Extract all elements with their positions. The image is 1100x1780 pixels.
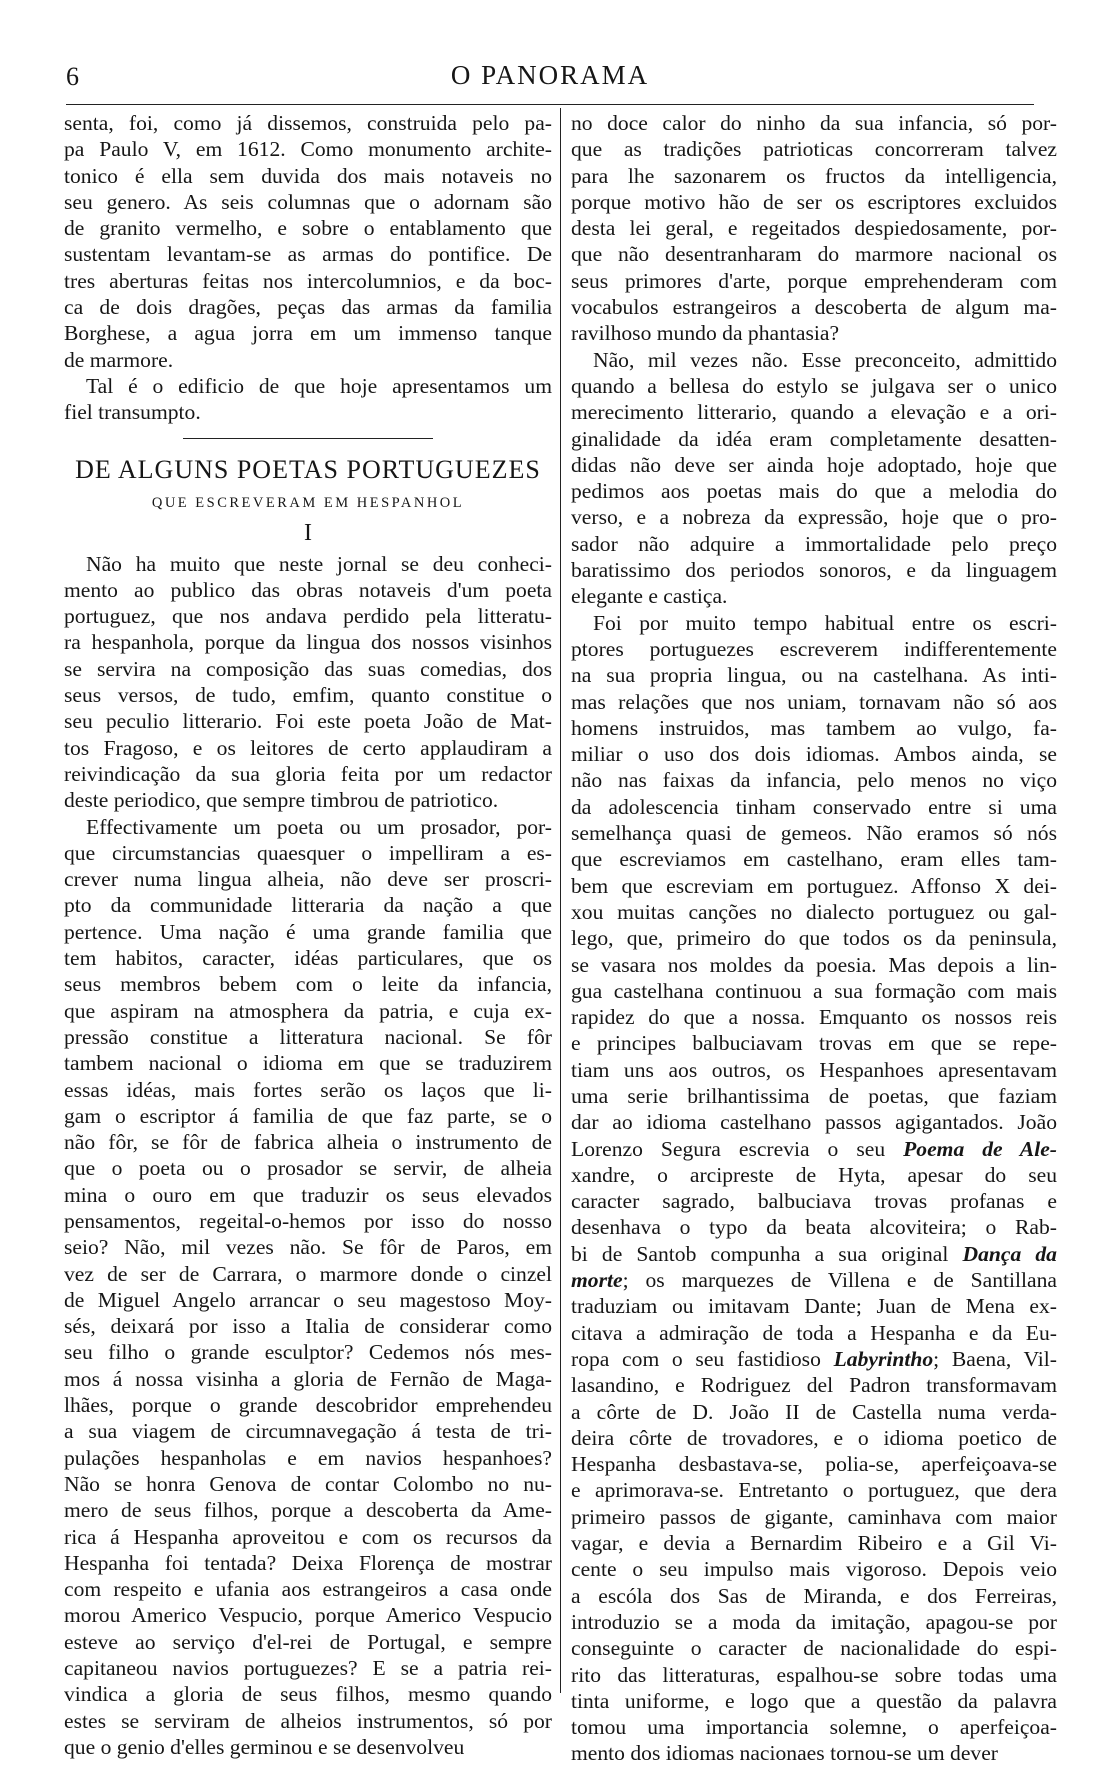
text-line: Hespanha foi tentada? Deixa Florença de mostrar — [64, 1550, 552, 1575]
text-line: na sua propria lingua, ou na castelhana. As inti- — [571, 663, 1057, 688]
text-line: crever numa lingua alheia, não deve ser proscri- — [64, 867, 552, 892]
text-line: vez de ser de Carrara, o marmore donde o cinzel — [64, 1261, 552, 1286]
text-line: a côrte de D. João II de Castella numa verda- — [571, 1399, 1057, 1424]
text-line: senta, foi, como já dissemos, construida pelo pa- — [64, 111, 552, 135]
text-line: Borghese, a agua jorra em um immenso tanque — [64, 321, 552, 346]
text-line: mento ao publico das obras notaveis d'um poeta — [64, 577, 552, 602]
text-line: tinta uniforme, e logo que a questão da palavra — [571, 1688, 1057, 1713]
text-line: portuguez, que nos andava perdido pela litteratu- — [64, 604, 552, 629]
left-column — [64, 110, 552, 1760]
text-line: baratissimo dos periodos sonoros, e da linguagem — [571, 558, 1057, 583]
text-line: desenhava o typo da beata alcoviteira; o Rab- — [571, 1215, 1057, 1240]
text-line: Hespanha desbastava-se, polia-se, aperfeiçoava-se — [571, 1452, 1057, 1477]
text-line: vocabulos estrangeiros a descoberta de algum ma- — [571, 295, 1057, 320]
text-line: fiel transumpto. — [64, 400, 201, 425]
text-line: lasandino, e Rodriguez del Padron transformavam — [571, 1373, 1057, 1398]
text-line: sador não adquire a immortalidade pelo preço — [571, 531, 1057, 556]
text-line: conseguinte o caracter de nacionalidade do espi- — [571, 1636, 1057, 1661]
text-line: mas relações que nos uniam, tornavam não só aos — [571, 689, 1057, 714]
intro-paragraph — [64, 110, 552, 373]
text-line: cente o seu impulso mais vigoroso. Depois veio — [571, 1557, 1057, 1582]
text-line: primeiro passos de gigante, caminhava com maior — [571, 1504, 1057, 1529]
text-line: rica á Hespanha aproveitou e com os recursos da — [64, 1524, 552, 1549]
text-line: e aprimorava-se. Entretanto o portuguez, que dera — [571, 1478, 1057, 1503]
text-line: citava a admiração de toda a Hespanha e da Eu- — [571, 1320, 1057, 1345]
text-line: seus membros bebem com o leite da infancia, — [64, 972, 552, 997]
text-line: tonico é ella sem duvida dos mais notaveis no — [64, 163, 552, 188]
header-rule — [66, 104, 1034, 105]
text-line: seu filho o grande esculptor? Cedemos nós mes- — [64, 1340, 552, 1365]
text-line: merecimento litterario, quando a elevação e a ori- — [571, 400, 1057, 425]
article-paragraph-1 — [64, 551, 552, 814]
right-paragraph-1 — [571, 110, 1057, 347]
text-line: morte; os marquezes de Villena e de Santillana — [571, 1268, 1057, 1293]
text-line: capitaneou navios portuguezes? E se a patria rei- — [64, 1656, 552, 1681]
text-line: tambem nacional o idioma em que se traduzirem — [64, 1051, 552, 1076]
text-line: morou Americo Vespucio, porque Americo Vespucio — [64, 1603, 552, 1628]
text-line: bi de Santob compunha a sua original Dança da — [571, 1241, 1057, 1266]
text-line: pensamentos, regeital-o-hemos por isso do nosso — [64, 1208, 552, 1233]
text-line: se vasara nos moldes da poesia. Mas depois a lin- — [571, 952, 1057, 977]
text-line: que o genio d'elles germinou e se desenvolveu — [64, 1734, 465, 1759]
text-line: com respeito e ufania aos estrangeiros a casa onde — [64, 1577, 552, 1602]
text-line: de Miguel Angelo arrancar o seu magestoso Moy- — [64, 1287, 552, 1312]
text-line: semelhança quasi de gemeos. Não eramos só nós — [571, 821, 1057, 846]
text-line: que circumstancias quaesquer o impelliram a es- — [64, 840, 552, 865]
text-line: pto da communidade litteraria da nação a que — [64, 893, 552, 918]
text-line: e principes balbuciavam trovas em que se repe- — [571, 1031, 1057, 1056]
text-line: Não, mil vezes não. Esse preconceito, admittido — [593, 347, 1057, 372]
text-line: mento dos idiomas nacionaes tornou-se um dever — [571, 1741, 998, 1766]
text-line: pressão constitue a litteratura nacional. Se fôr — [64, 1024, 552, 1049]
text-fragment: ; Baena, Vil- — [933, 1346, 1058, 1371]
text-line: seus primores d'arte, porque emprehenderam com — [571, 268, 1057, 293]
text-line: que as tradições patrioticas concorreram talvez — [571, 137, 1057, 162]
text-line: não nas faixas da infancia, pelo menos no viço — [571, 768, 1057, 793]
text-line: sés, deixará por isso a Italia de considerar como — [64, 1314, 552, 1339]
text-line: se servira na composição das suas comedias, dos — [64, 656, 552, 681]
text-line: traduziam ou imitavam Dante; Juan de Mena ex- — [571, 1294, 1057, 1319]
text-line: seus versos, de tudo, emfim, quanto constitue o — [64, 683, 552, 708]
text-line: verso, e a nobreza da expressão, hoje que o pro- — [571, 505, 1057, 530]
text-line: a sua viagem de circumnavegação á testa de tri- — [64, 1419, 552, 1444]
text-line: seu peculio litterario. Foi este poeta João de Mat- — [64, 709, 552, 734]
text-line: miliar o uso dos dois idiomas. Ambos ainda, se — [571, 742, 1057, 767]
text-line: porque motivo hão de ser os escriptores excluidos — [571, 189, 1057, 214]
text-line: gam o escriptor á familia de que faz parte, se o — [64, 1103, 552, 1128]
text-line: lego, que, primeiro do que todos os da peninsula, — [571, 926, 1057, 951]
text-line: elegante e castiça. — [571, 584, 728, 609]
text-line: seio? Não, mil vezes não. Se fôr de Paros, em — [64, 1235, 552, 1260]
article-paragraph-2 — [64, 814, 552, 1761]
text-line: Foi por muito tempo habitual entre os escri- — [593, 610, 1057, 635]
italic-title: Poema de Ale- — [903, 1136, 1057, 1161]
text-line: Não se honra Genova de contar Colombo no nu- — [64, 1471, 552, 1496]
text-line: didas não deve ser ainda hoje adoptado, hoje que — [571, 452, 1057, 477]
text-line: mos á nossa visinha a gloria de Fernão de Maga- — [64, 1366, 552, 1391]
text-line: que escreviamos em castelhano, eram elles tam- — [571, 847, 1057, 872]
text-line: vindica a gloria de seus filhos, mesmo quando — [64, 1682, 552, 1707]
text-line: Tal é o edificio de que hoje apresentamos um — [86, 373, 552, 398]
italic-title: Dança da — [962, 1241, 1057, 1266]
text-line: tem habitos, caracter, idéas particulares, que os — [64, 946, 552, 971]
text-line: ptores portuguezes escreverem indifferentemente — [571, 636, 1057, 661]
text-line: pa Paulo V, em 1612. Como monumento archite- — [64, 137, 552, 162]
text-line: ra hespanhola, porque da lingua dos nossos visinhos — [64, 630, 552, 655]
text-line: desta lei geral, e regeitados despiedosamente, por- — [571, 216, 1057, 241]
text-line: estes se serviram de alheios instrumentos, só por — [64, 1708, 552, 1733]
text-line: seu genero. As seis columnas que o adornam são — [64, 189, 552, 214]
text-line: reivindicação da sua gloria feita por um redactor — [64, 761, 552, 786]
column-divider — [560, 108, 561, 1693]
text-line: xandre, o arcipreste de Hyta, apesar do seu — [571, 1162, 1057, 1187]
text-line: não fôr, se fôr de fabrica alheia o instrumento de — [64, 1130, 552, 1155]
text-line: lhães, porque o grande descobridor emprehendeu — [64, 1393, 552, 1418]
text-line: a escóla dos Sas de Miranda, e dos Ferreiras, — [571, 1583, 1057, 1608]
journal-title: O PANORAMA — [450, 60, 650, 90]
text-line: pedimos aos poetas mais do que a melodia do — [571, 479, 1057, 504]
part-number: I — [304, 519, 312, 546]
text-line: ropa com o seu fastidioso Labyrintho; Baena, Vil- — [571, 1346, 1058, 1371]
text-line: essas idéas, mais fortes serão os laços que li- — [64, 1077, 552, 1102]
right-paragraph-3 — [571, 610, 1057, 1767]
text-line: esteve ao serviço d'el-rei de Portugal, e sempre — [64, 1629, 552, 1654]
text-line: tiam uns aos outros, os Hespanhoes apresentavam — [571, 1057, 1057, 1082]
italic-title: morte — [571, 1268, 623, 1293]
text-line: gua castelhana continuou a sua formação com mais — [571, 978, 1057, 1003]
text-line: Effectivamente um poeta ou um prosador, por- — [86, 814, 552, 839]
text-line: Não ha muito que neste jornal se deu conheci- — [86, 551, 552, 576]
intro-closing-paragraph — [64, 373, 552, 426]
text-line: tomou uma importancia solemne, o aperfeiçoa- — [571, 1715, 1057, 1740]
text-line: mero de seus filhos, porque a descoberta da Ame- — [64, 1498, 552, 1523]
text-line: ca de dois dragões, peças das armas da familia — [64, 295, 552, 320]
text-line: Lorenzo Segura escrevia o seu Poema de Ale- — [571, 1136, 1057, 1161]
text-line: uma serie brilhantissima de poetas, que faziam — [571, 1083, 1057, 1108]
text-line: ginalidade da idéa eram completamente desatten- — [571, 426, 1057, 451]
text-line: dar ao idioma castelhano passos agigantados. João — [571, 1110, 1057, 1135]
article-subheading: QUE ESCREVERAM EM HESPANHOL — [151, 494, 465, 511]
text-line: quando a bellesa do estylo se julgava ser o unico — [571, 373, 1057, 398]
text-line: rapidez do que a nossa. Emquanto os nossos reis — [571, 1005, 1057, 1030]
text-line: homens instruidos, mas tambem ao vulgo, fa- — [571, 715, 1057, 740]
text-line: bem que escreviam em portuguez. Affonso X dei- — [571, 873, 1057, 898]
text-line: que o poeta ou o prosador se servir, de alheia — [64, 1156, 552, 1181]
text-line: deste periodico, que sempre timbrou de patriotico. — [64, 788, 499, 813]
text-line: introduzio se a moda da imitação, apagou-se por — [571, 1609, 1057, 1634]
article-heading: DE ALGUNS POETAS PORTUGUEZES — [75, 454, 541, 484]
text-line: deira côrte de trovadores, e o idioma poetico de — [571, 1425, 1057, 1450]
text-line: para lhe sazonarem os fructos da intelligencia, — [571, 163, 1057, 188]
text-line: tos Fragoso, e os leitores de certo applaudiram a — [64, 735, 552, 760]
text-line: tres aberturas feitas nos intercolumnios, e da boc- — [64, 268, 552, 293]
text-line: no doce calor do ninho da sua infancia, só por- — [571, 111, 1057, 135]
text-line: sustentam levantam-se as armas do pontifice. De — [64, 242, 552, 267]
text-line: pulações hespanholas e em navios hespanhoes? — [64, 1445, 552, 1470]
page-header — [66, 58, 1034, 98]
italic-title: Labyrintho — [833, 1346, 934, 1371]
text-line: vagar, e devia a Bernardim Ribeiro e a Gil Vi- — [571, 1531, 1057, 1556]
text-line: ravilhoso mundo da phantasia? — [571, 321, 840, 346]
text-line: pertence. Uma nação é uma grande familia que — [64, 919, 552, 944]
right-paragraph-2 — [571, 347, 1057, 610]
text-line: que aspiram na atmosphera da patria, e cuja ex- — [64, 998, 552, 1023]
text-line: mina o ouro em que traduzir os seus elevados — [64, 1182, 552, 1207]
section-divider — [183, 438, 433, 439]
text-line: caracter sagrado, balbuciava trovas profanas e — [571, 1189, 1057, 1214]
text-line: da adolescencia tinham conservado entre si uma — [571, 794, 1057, 819]
text-line: de granito vermelho, e sobre o entablamento que — [64, 216, 552, 241]
text-line: xou muitas canções no dialecto portuguez ou gal- — [571, 899, 1057, 924]
page-number: 6 — [66, 62, 79, 91]
right-column — [571, 110, 1057, 1767]
text-line: de marmore. — [64, 347, 174, 372]
text-line: rito das litteraturas, espalhou-se sobre todas uma — [571, 1662, 1057, 1687]
text-line: que não desentranharam do marmore nacional os — [571, 242, 1057, 267]
